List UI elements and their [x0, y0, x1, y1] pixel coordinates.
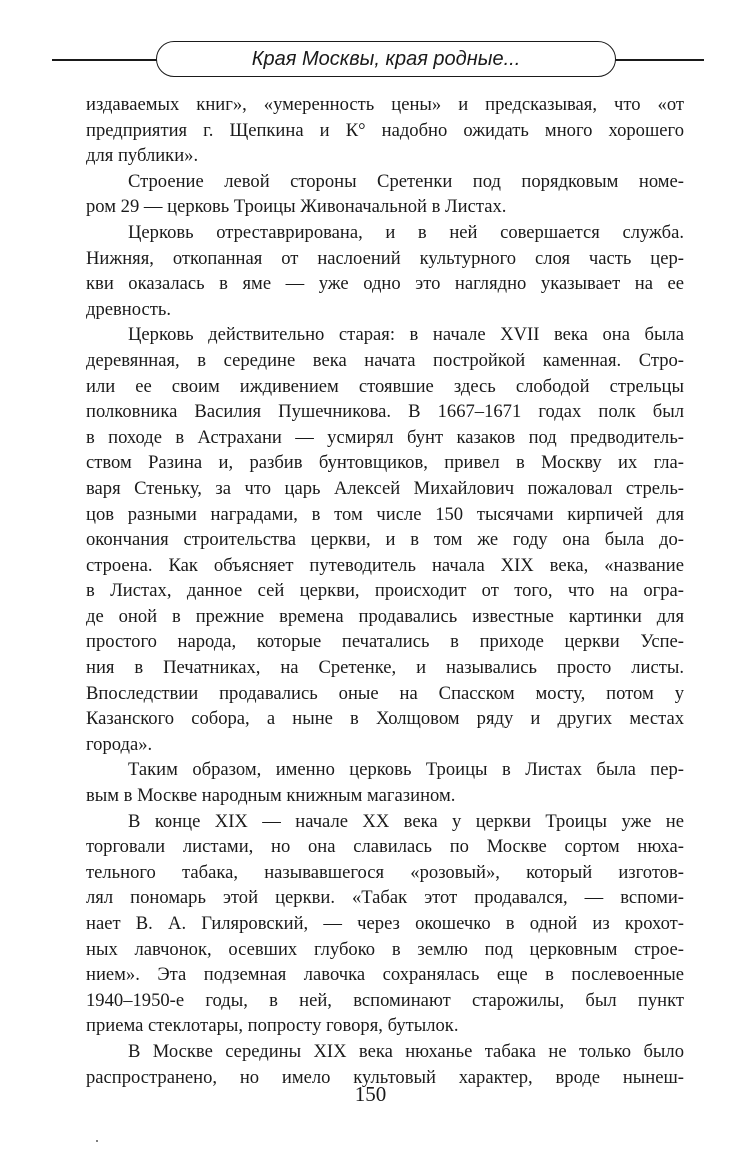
text-line: в Листах, данное сей церкви, происходит от того, что на огра- [86, 580, 684, 602]
running-header [52, 40, 704, 80]
text-line: древность. [86, 298, 172, 320]
text-line: простого народа, которые печатались в приходе церкви Успе- [86, 631, 684, 653]
header-rule-right [612, 59, 704, 61]
text-line: предприятия г. Щепкина и К° надобно ожидать много хорошего [86, 119, 684, 141]
text-line: издаваемых книг», «умеренность цены» и предсказывая, что «от [86, 94, 684, 115]
text-line: Церковь отреставрирована, и в ней совершается служба. [128, 221, 684, 243]
text-line: окончания строительства церкви, и в том же году она была до- [86, 529, 684, 551]
text-line: Таким образом, именно церковь Троицы в Листах была пер- [128, 759, 684, 781]
text-line: кви оказалась в яме — уже одно это наглядно указывает на ее [86, 273, 684, 295]
text-line: лял пономарь этой церкви. «Табак этот продавался, — вспоми- [86, 887, 684, 909]
text-line: цов разными наградами, в том числе 150 тысячами кирпичей для [86, 503, 684, 525]
text-line: Церковь действительно старая: в начале XVII века она была [128, 324, 684, 346]
text-line: торговали листами, но она славилась по Москве сортом нюха- [86, 836, 684, 858]
text-line: Впоследствии продавались оные на Спасском мосту, потом у [86, 682, 684, 704]
text-line: тельного табака, называвшегося «розовый», который изготов- [86, 861, 684, 883]
text-line: в походе в Астрахани — усмирял бунт казаков под предводитель- [86, 426, 684, 448]
text-line: деревянная, в середине века начата постройкой каменная. Стро- [86, 349, 684, 371]
text-line: ством Разина и, разбив бунтовщиков, привел в Москву их гла- [86, 452, 684, 474]
text-line: ния в Печатниках, на Сретенке, и назывались просто листы. [86, 657, 684, 679]
text-line: Строение левой стороны Сретенки под порядковым номе- [128, 170, 684, 192]
page-number: 150 [354, 1082, 387, 1106]
text-line: де оной в прежние времена продавались известные картинки для [86, 605, 684, 627]
text-line: города». [86, 733, 153, 755]
text-line: Нижняя, откопанная от наслоений культурного слоя часть цер- [86, 247, 684, 269]
body-text [86, 92, 684, 1090]
text-line: варя Стеньку, за что царь Алексей Михайлович пожаловал стрель- [86, 477, 684, 499]
text-line: Казанского собора, а ныне в Холщовом ряду и других местах [86, 708, 684, 730]
text-line: ром 29 — церковь Троицы Живоначальной в Листах. [86, 196, 507, 218]
text-line: В конце XIX — начале XX века у церкви Троицы уже не [128, 810, 684, 832]
header-rule-left [52, 59, 160, 61]
text-line: или ее своим иждивением стоявшие здесь слободой стрельцы [86, 375, 684, 397]
text-line: строена. Как объясняет путеводитель начала XIX века, «название [86, 554, 684, 576]
text-line: ных лавчонок, осевших глубоко в землю под церковным строе- [86, 938, 684, 960]
text-line: нием». Эта подземная лавочка сохранялась еще в послевоенные [86, 964, 684, 986]
text-line: для публики». [86, 145, 199, 167]
text-line: вым в Москве народным книжным магазином. [86, 785, 456, 807]
running-title: Края Москвы, края родные... [156, 41, 616, 77]
text-line: приема стеклотары, попросту говоря, бутылок. [86, 1015, 459, 1037]
text-line: распространено, но имело культовый характер, вроде нынеш- [86, 1066, 684, 1088]
text-line: нает В. А. Гиляровский, — через окошечко в одной из крохот- [86, 913, 684, 934]
text-line: 1940–1950-е годы, в ней, вспоминают старожилы, был пункт [86, 989, 684, 1011]
print-speck [96, 1140, 98, 1142]
text-line: В Москве середины XIX века нюханье табака не только было [128, 1040, 684, 1062]
text-line: полковника Василия Пушечникова. В 1667–1671 годах полк был [86, 401, 684, 423]
